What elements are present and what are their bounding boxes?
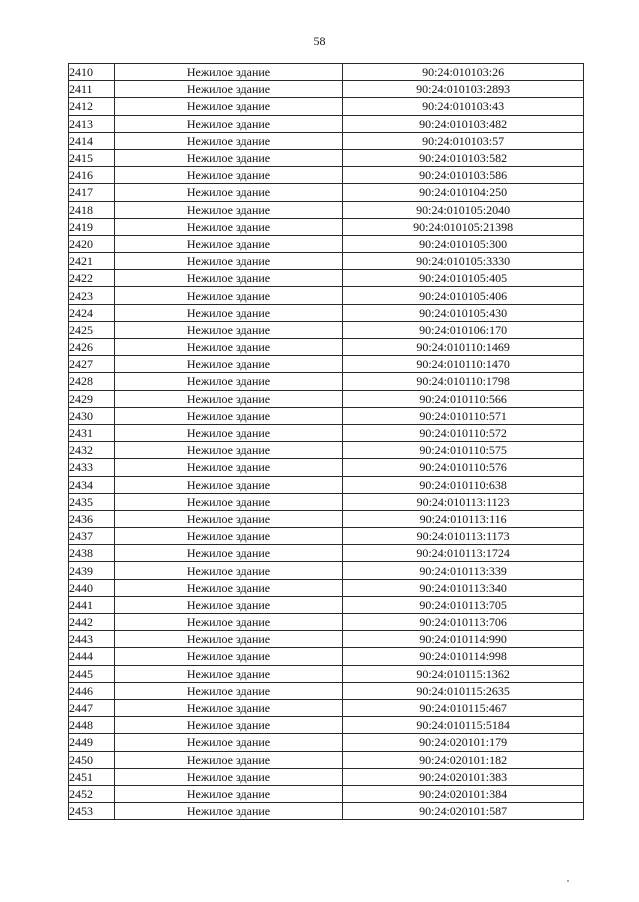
cadastral-number-cell: 90:24:010113:116	[343, 510, 584, 527]
table-row	[69, 459, 584, 476]
table-row	[69, 321, 584, 338]
table-row	[69, 98, 584, 115]
table-row	[69, 545, 584, 562]
table-row	[69, 699, 584, 716]
object-type-cell: Нежилое здание	[114, 321, 343, 338]
row-number-cell: 2417	[69, 184, 115, 201]
table-row	[69, 356, 584, 373]
object-type-cell: Нежилое здание	[114, 785, 343, 802]
row-number-cell: 2446	[69, 682, 115, 699]
table-row	[69, 339, 584, 356]
row-number-cell: 2424	[69, 304, 115, 321]
row-number-cell: 2410	[69, 64, 115, 81]
object-type-cell: Нежилое здание	[114, 201, 343, 218]
object-type-cell: Нежилое здание	[114, 373, 343, 390]
table-row	[69, 132, 584, 149]
cadastral-number-cell: 90:24:010110:571	[343, 407, 584, 424]
row-number-cell: 2434	[69, 476, 115, 493]
table-row	[69, 149, 584, 166]
row-number-cell: 2448	[69, 717, 115, 734]
row-number-cell: 2436	[69, 510, 115, 527]
cadastral-number-cell: 90:24:010113:339	[343, 562, 584, 579]
cadastral-number-cell: 90:24:010103:586	[343, 167, 584, 184]
cadastral-number-cell: 90:24:010103:26	[343, 64, 584, 81]
row-number-cell: 2429	[69, 390, 115, 407]
row-number-cell: 2433	[69, 459, 115, 476]
cadastral-number-cell: 90:24:010110:1470	[343, 356, 584, 373]
cadastral-number-cell: 90:24:010115:1362	[343, 665, 584, 682]
row-number-cell: 2443	[69, 631, 115, 648]
row-number-cell: 2411	[69, 81, 115, 98]
object-type-cell: Нежилое здание	[114, 734, 343, 751]
row-number-cell: 2452	[69, 785, 115, 802]
row-number-cell: 2437	[69, 528, 115, 545]
object-type-cell: Нежилое здание	[114, 115, 343, 132]
object-type-cell: Нежилое здание	[114, 270, 343, 287]
row-number-cell: 2413	[69, 115, 115, 132]
table-row	[69, 115, 584, 132]
table-row	[69, 218, 584, 235]
object-type-cell: Нежилое здание	[114, 81, 343, 98]
table-row	[69, 734, 584, 751]
table-row	[69, 665, 584, 682]
cadastral-number-cell: 90:24:020101:587	[343, 803, 584, 820]
table-row	[69, 270, 584, 287]
object-type-cell: Нежилое здание	[114, 682, 343, 699]
table-row	[69, 768, 584, 785]
object-type-cell: Нежилое здание	[114, 442, 343, 459]
row-number-cell: 2445	[69, 665, 115, 682]
cadastral-number-cell: 90:24:010110:1798	[343, 373, 584, 390]
cadastral-number-cell: 90:24:020101:182	[343, 751, 584, 768]
table-row	[69, 510, 584, 527]
object-type-cell: Нежилое здание	[114, 631, 343, 648]
object-type-cell: Нежилое здание	[114, 614, 343, 631]
cadastral-number-cell: 90:24:010110:1469	[343, 339, 584, 356]
object-type-cell: Нежилое здание	[114, 665, 343, 682]
cadastral-number-cell: 90:24:010113:340	[343, 579, 584, 596]
table-row	[69, 442, 584, 459]
object-type-cell: Нежилое здание	[114, 167, 343, 184]
cadastral-number-cell: 90:24:010110:572	[343, 424, 584, 441]
row-number-cell: 2415	[69, 149, 115, 166]
table-row	[69, 64, 584, 81]
object-type-cell: Нежилое здание	[114, 476, 343, 493]
object-type-cell: Нежилое здание	[114, 184, 343, 201]
table-row	[69, 493, 584, 510]
row-number-cell: 2439	[69, 562, 115, 579]
row-number-cell: 2441	[69, 596, 115, 613]
row-number-cell: 2435	[69, 493, 115, 510]
registry-table-body	[69, 64, 584, 820]
page-number: 58	[313, 34, 326, 48]
object-type-cell: Нежилое здание	[114, 751, 343, 768]
cadastral-number-cell: 90:24:010105:430	[343, 304, 584, 321]
cadastral-number-cell: 90:24:010110:638	[343, 476, 584, 493]
table-row	[69, 579, 584, 596]
table-row	[69, 751, 584, 768]
row-number-cell: 2442	[69, 614, 115, 631]
cadastral-number-cell: 90:24:010105:300	[343, 235, 584, 252]
table-row	[69, 81, 584, 98]
cadastral-number-cell: 90:24:010113:1173	[343, 528, 584, 545]
row-number-cell: 2451	[69, 768, 115, 785]
row-number-cell: 2447	[69, 699, 115, 716]
cadastral-number-cell: 90:24:010113:1724	[343, 545, 584, 562]
object-type-cell: Нежилое здание	[114, 579, 343, 596]
object-type-cell: Нежилое здание	[114, 339, 343, 356]
object-type-cell: Нежилое здание	[114, 545, 343, 562]
object-type-cell: Нежилое здание	[114, 98, 343, 115]
row-number-cell: 2444	[69, 648, 115, 665]
cadastral-number-cell: 90:24:010115:467	[343, 699, 584, 716]
object-type-cell: Нежилое здание	[114, 768, 343, 785]
object-type-cell: Нежилое здание	[114, 390, 343, 407]
table-row	[69, 631, 584, 648]
cadastral-number-cell: 90:24:010104:250	[343, 184, 584, 201]
object-type-cell: Нежилое здание	[114, 699, 343, 716]
row-number-cell: 2427	[69, 356, 115, 373]
cadastral-number-cell: 90:24:010113:1123	[343, 493, 584, 510]
row-number-cell: 2419	[69, 218, 115, 235]
cadastral-number-cell: 90:24:010103:2893	[343, 81, 584, 98]
table-row	[69, 614, 584, 631]
row-number-cell: 2428	[69, 373, 115, 390]
row-number-cell: 2422	[69, 270, 115, 287]
cadastral-number-cell: 90:24:010113:706	[343, 614, 584, 631]
table-row	[69, 562, 584, 579]
object-type-cell: Нежилое здание	[114, 64, 343, 81]
row-number-cell: 2453	[69, 803, 115, 820]
property-registry-table	[68, 63, 584, 820]
object-type-cell: Нежилое здание	[114, 132, 343, 149]
row-number-cell: 2416	[69, 167, 115, 184]
cadastral-number-cell: 90:24:010110:575	[343, 442, 584, 459]
table-row	[69, 717, 584, 734]
cadastral-number-cell: 90:24:010115:5184	[343, 717, 584, 734]
object-type-cell: Нежилое здание	[114, 459, 343, 476]
table-row	[69, 476, 584, 493]
row-number-cell: 2450	[69, 751, 115, 768]
object-type-cell: Нежилое здание	[114, 235, 343, 252]
cadastral-number-cell: 90:24:020101:384	[343, 785, 584, 802]
object-type-cell: Нежилое здание	[114, 218, 343, 235]
object-type-cell: Нежилое здание	[114, 717, 343, 734]
table-row	[69, 304, 584, 321]
object-type-cell: Нежилое здание	[114, 424, 343, 441]
cadastral-number-cell: 90:24:010103:57	[343, 132, 584, 149]
table-row	[69, 785, 584, 802]
cadastral-number-cell: 90:24:010105:21398	[343, 218, 584, 235]
row-number-cell: 2425	[69, 321, 115, 338]
object-type-cell: Нежилое здание	[114, 253, 343, 270]
table-row	[69, 596, 584, 613]
object-type-cell: Нежилое здание	[114, 803, 343, 820]
cadastral-number-cell: 90:24:010103:582	[343, 149, 584, 166]
object-type-cell: Нежилое здание	[114, 648, 343, 665]
row-number-cell: 2421	[69, 253, 115, 270]
table-row	[69, 287, 584, 304]
row-number-cell: 2412	[69, 98, 115, 115]
object-type-cell: Нежилое здание	[114, 596, 343, 613]
row-number-cell: 2414	[69, 132, 115, 149]
table-row	[69, 390, 584, 407]
scan-speck	[567, 880, 569, 882]
row-number-cell: 2438	[69, 545, 115, 562]
cadastral-number-cell: 90:24:010105:2040	[343, 201, 584, 218]
row-number-cell: 2423	[69, 287, 115, 304]
cadastral-number-cell: 90:24:010115:2635	[343, 682, 584, 699]
object-type-cell: Нежилое здание	[114, 287, 343, 304]
object-type-cell: Нежилое здание	[114, 149, 343, 166]
row-number-cell: 2430	[69, 407, 115, 424]
table-row	[69, 682, 584, 699]
object-type-cell: Нежилое здание	[114, 304, 343, 321]
table-row	[69, 373, 584, 390]
cadastral-number-cell: 90:24:010105:3330	[343, 253, 584, 270]
row-number-cell: 2426	[69, 339, 115, 356]
cadastral-number-cell: 90:24:010105:406	[343, 287, 584, 304]
table-row	[69, 184, 584, 201]
object-type-cell: Нежилое здание	[114, 493, 343, 510]
cadastral-number-cell: 90:24:010113:705	[343, 596, 584, 613]
cadastral-number-cell: 90:24:020101:383	[343, 768, 584, 785]
cadastral-number-cell: 90:24:020101:179	[343, 734, 584, 751]
row-number-cell: 2420	[69, 235, 115, 252]
object-type-cell: Нежилое здание	[114, 356, 343, 373]
table-row	[69, 253, 584, 270]
row-number-cell: 2432	[69, 442, 115, 459]
object-type-cell: Нежилое здание	[114, 528, 343, 545]
cadastral-number-cell: 90:24:010110:566	[343, 390, 584, 407]
object-type-cell: Нежилое здание	[114, 562, 343, 579]
row-number-cell: 2418	[69, 201, 115, 218]
cadastral-number-cell: 90:24:010105:405	[343, 270, 584, 287]
table-row	[69, 167, 584, 184]
row-number-cell: 2440	[69, 579, 115, 596]
cadastral-number-cell: 90:24:010103:482	[343, 115, 584, 132]
row-number-cell: 2449	[69, 734, 115, 751]
table-row	[69, 235, 584, 252]
cadastral-number-cell: 90:24:010114:998	[343, 648, 584, 665]
object-type-cell: Нежилое здание	[114, 407, 343, 424]
cadastral-number-cell: 90:24:010114:990	[343, 631, 584, 648]
table-row	[69, 528, 584, 545]
table-row	[69, 424, 584, 441]
cadastral-number-cell: 90:24:010106:170	[343, 321, 584, 338]
table-row	[69, 803, 584, 820]
table-row	[69, 407, 584, 424]
cadastral-number-cell: 90:24:010103:43	[343, 98, 584, 115]
table-row	[69, 648, 584, 665]
cadastral-number-cell: 90:24:010110:576	[343, 459, 584, 476]
row-number-cell: 2431	[69, 424, 115, 441]
table-row	[69, 201, 584, 218]
object-type-cell: Нежилое здание	[114, 510, 343, 527]
